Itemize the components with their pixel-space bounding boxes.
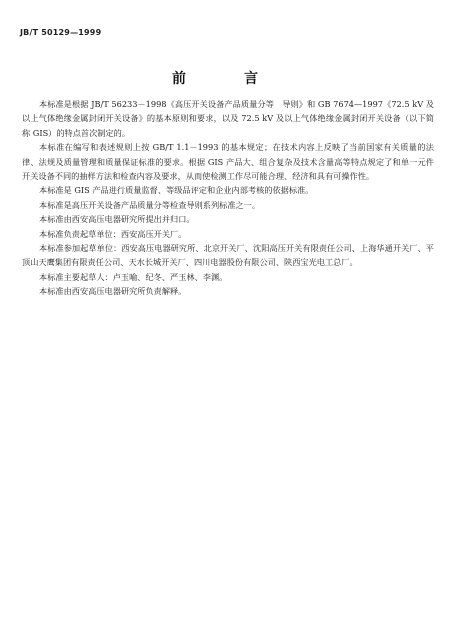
paragraph-participants: 本标准参加起草单位：西安高压电器研究所、北京开关厂、沈阳高压开关有限责任公司、上海华通开关厂、平顶山天鹰集团有限责任公司、天水长城开关厂、四川电器股份有限公司、陕西宝光电工总厂。 [22, 243, 434, 268]
paragraph-lead-drafter: 本标准负责起草单位：西安高压开关厂。 [39, 228, 187, 239]
paragraph-basis: 本标准是根据 JB/T 56233－1998《高压开关设备产品质量分等 导则》和 GB 7674—1997《72.5 kV 及以上气体绝缘金属封闭开关设备》的基本原则和要求，以及 72.5 kV 及以上气体绝缘金属封闭开关设备（以下简称 GIS）的特点首次制定的。 [22, 99, 434, 138]
document-body [22, 97, 434, 299]
paragraph-drafters: 本标准主要起草人：卢玉喻、纪冬、严玉林、李渊。 [39, 271, 228, 282]
standard-code: JB/T 50129—1999 [20, 28, 102, 37]
paragraph-purpose: 本标准是 GIS 产品进行质量监督、等级品评定和企业内部考核的依据标准。 [39, 185, 314, 196]
page-title: 前 言 [172, 71, 280, 87]
paragraph-rules: 本标准在编写和表述规则上按 GB/T 1.1－1993 的基本规定；在技术内容上反映了当前国家有关质量的法律、法规及质量管理和质量保证标准的要求。根据 GIS 产品大、组合复杂及技术含量高等特点规定了和单一元件开关设备不同的抽样方法和检查内容及要求，从而使检测工作尽可能合理、经济和具有可操作性。 [22, 142, 434, 182]
paragraph-interpretation: 本标准由西安高压电器研究所负责解释。 [39, 286, 187, 297]
paragraph-proposer: 本标准由西安高压电器研究所提出并归口。 [39, 214, 195, 225]
paragraph-series: 本标准是高压开关设备产品质量分等检查导则系列标准之一。 [39, 199, 261, 210]
